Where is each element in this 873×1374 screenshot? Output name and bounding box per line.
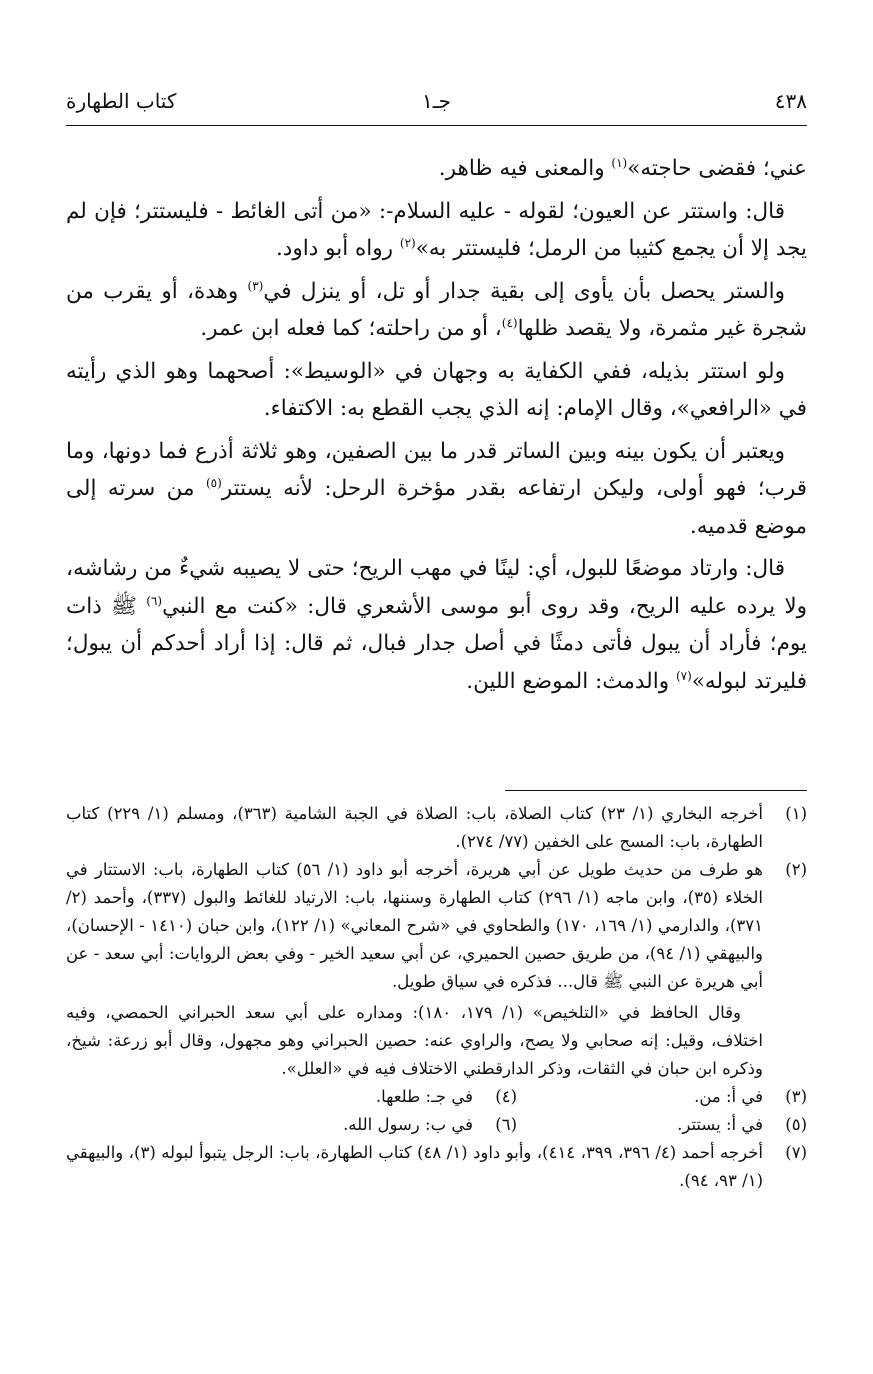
footnote-number: (٧) [785,1143,807,1162]
footnote-body [66,856,763,1083]
footnote-text: في ب: رسول الله. [343,1115,473,1134]
footnote-ref: (٤) [501,315,518,330]
body-paragraph: ولو استتر بذيله، ففي الكفاية به وجهان في «الوسيط»: أصحهما وهو الذي رأيته في «الرافعي»، وقال الإمام: إنه الذي يجب القطع به: الاكتفاء. [66,358,807,421]
footnote-text-continued: وقال الحافظ في «التلخيص» (١/ ١٧٩، ١٨٠): ومداره على أبي سعد الحبراني الحمصي، وفيه اختلاف، وقيل: إنه صحابي ولا يصح، والراوي عنه: حصين الحبراني وهو مجهول، وقال أبو زرعة: شيخ، وذكره ابن حبان في الثقات، وذكر الدارقطني الاختلاف فيه في «العلل». [66,1003,763,1078]
footnote-number: (٦) [495,1115,517,1134]
footnote-text: في أ: من. [694,1087,763,1106]
footnote-ref: (٥) [205,475,222,490]
body-paragraph: ويعتبر أن يكون بينه وبين الساتر قدر ما بين الصفين، وهو ثلاثة أذرع فما دونها، وما قرب؛ فهو أولى، وليكن ارتفاعه بقدر مؤخرة الرحل: لأنه يستتر$^{(٥)}$ من سرته إلى موضع قدميه. [66,438,808,539]
body-paragraph: والستر يحصل بأن يأوى إلى بقية جدار أو تل، أو ينزل في$^{(٣)}$ وهدة، أو يقرب من شجرة غير مثمرة، ولا يقصد ظلها$^{(٤)}$، أو من راحلته؛ كما فعله ابن عمر. [66,278,807,341]
footnote-row-5-6 [66,1111,807,1139]
footnote-7 [66,1139,807,1195]
footnote-5 [517,1111,807,1139]
footnote-number: (٤) [495,1087,517,1106]
footnote-text: أخرجه أحمد (٤/ ٣٩٦، ٣٩٩، ٤١٤)، وأبو داود (١/ ٤٨) كتاب الطهارة، باب: الرجل يتبوأ لبوله (٣)، والبيهقي (١/ ٩٣، ٩٤). [66,1143,763,1190]
footnote-number: (٢) [785,860,807,879]
footnote-ref: (٧) [675,668,692,683]
footnote-6 [227,1111,517,1139]
footnote-number: (١) [785,804,807,823]
header-rule [66,125,807,126]
footnotes [66,800,807,1195]
body-paragraph: قال: وارتاد موضعًا للبول، أي: لينًا في مهب الريح؛ حتى لا يصيبه شيءٌ من رشاشه، ولا يرده عليه الريح، وقد روى أبو موسى الأشعري قال: «كنت مع النبي$^{(٦)}$ ﷺ ذات يوم؛ فأراد أن يبول فأتى دمثًا في أصل جدار فبال، ثم قال: إذا أراد أحدكم أن يبول؛ فليرتد لبوله»$^{(٧)}$ والدمث: الموضع اللين. [66,556,807,694]
footnote-ref: (٢) [399,235,416,250]
footnote-number: (٥) [785,1115,807,1134]
footnote-4 [227,1083,517,1111]
footnote-1 [66,800,807,856]
footnote-text: هو طرف من حديث طويل عن أبي هريرة، أخرجه أبو داود (١/ ٥٦) كتاب الطهارة، باب: الاستتار في الخلاء (٣٥)، وابن ماجه (١/ ٢٩٦) كتاب الطهارة وسننها، باب: الارتياد للغائط والبول (٣٣٧)، وأحمد (٢/ ٣٧١)، والدارمي (١/ ١٦٩، ١٧٠) والطحاوي في «شرح المعاني» (١/ ١٢٢)، وابن حبان (١٤١٠ - الإحسان)، والبيهقي (١/ ٩٤)، من طريق حصين الحميري، عن أبي سعيد الخير - وفي بعض الروايات: أبي سعد - عن أبي هريرة عن النبي ﷺ قال... فذكره في سياق طويل. [66,860,763,991]
footnote-row-3-4 [66,1083,807,1111]
footnote-number: (٣) [785,1087,807,1106]
footnote-text: في جـ: طلعها. [375,1087,473,1106]
book-title: كتاب الطهارة [66,89,177,113]
footnote-2 [66,856,807,1083]
body-paragraph: قال: واستتر عن العيون؛ لقوله - عليه السلام-: «من أتى الغائط - فليستتر؛ فإن لم يجد إلا أن يجمع كثيبا من الرمل؛ فليستتر به»$^{(٢)}$ رواه أبو داود. [66,198,807,261]
running-header [66,84,807,118]
footnote-ref: (٦) [146,593,163,608]
footnote-separator [505,790,807,791]
footnote-3 [517,1083,807,1111]
main-text [66,150,807,705]
footnote-text: في أ: يستتر. [677,1115,763,1134]
body-paragraph: عني؛ فقضى حاجته»$^{(١)}$ والمعنى فيه ظاهر. [438,155,807,181]
footnote-text: أخرجه البخاري (١/ ٢٣) كتاب الصلاة، باب: الصلاة في الجبة الشامية (٣٦٣)، ومسلم (١/ ٢٢٩) كتاب الطهارة، باب: المسح على الخفين (٧٧/ ٢٧٤). [66,804,763,851]
volume-label: جـ١ [422,89,451,113]
footnote-ref: (١) [611,155,628,170]
page-number: ٤٣٨ [774,89,807,113]
footnote-ref: (٣) [247,278,264,293]
